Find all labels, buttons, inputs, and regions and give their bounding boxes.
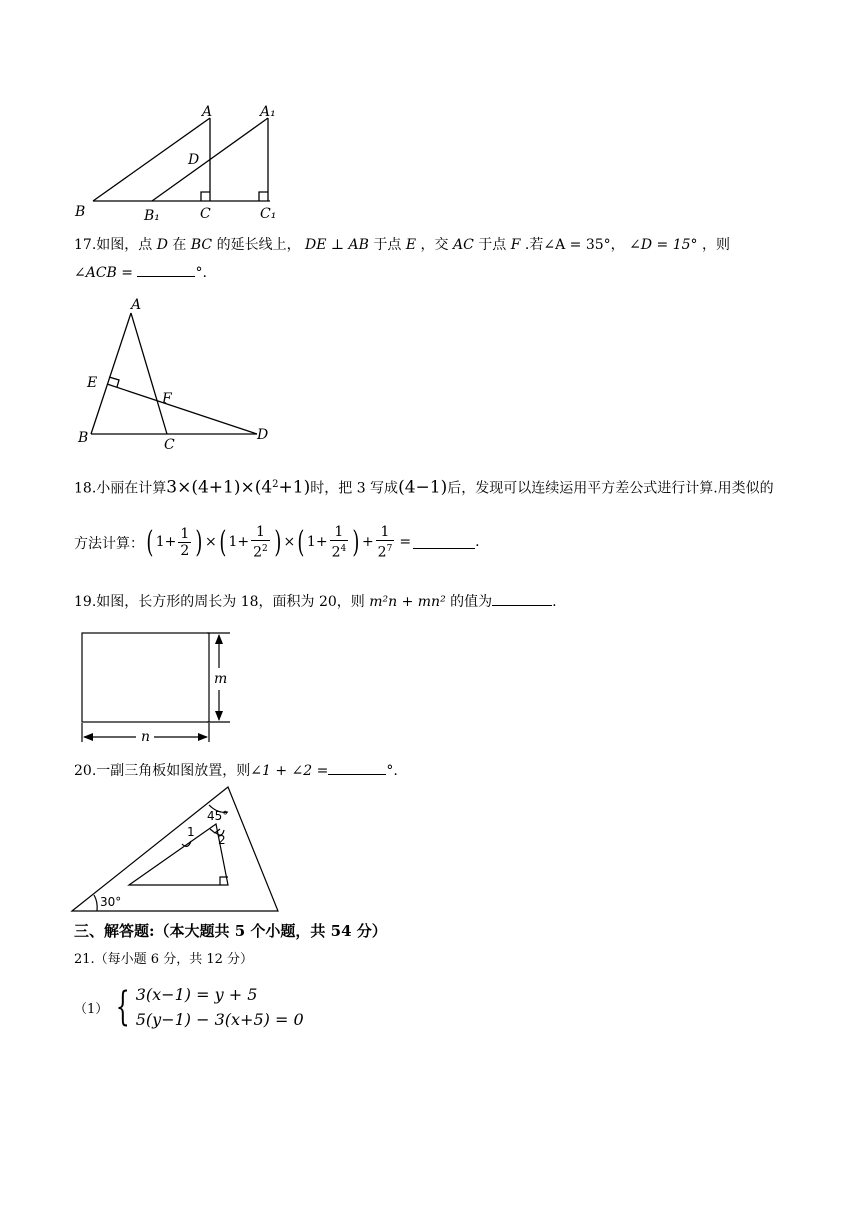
rectangle — [82, 633, 209, 722]
arrow-up-icon — [215, 634, 223, 644]
figure-q19 — [74, 630, 244, 750]
label-a: A — [202, 104, 213, 120]
answer-blank-q20 — [328, 761, 386, 775]
equation-2: 5(y−1) − 3(x+5) = 0 — [135, 1010, 304, 1029]
right-angle-c — [201, 192, 210, 201]
figure-q16 — [60, 100, 290, 225]
label-n: n — [141, 729, 151, 745]
segment-ab — [91, 313, 131, 434]
fraction-1-2-2: $\frac{1}{2^2}$ — [253, 523, 268, 561]
label-45: 45° — [207, 809, 229, 823]
q21-header: 21.（每小题 6 分，共 12 分） — [74, 952, 254, 967]
arrow-left-icon — [83, 733, 93, 741]
answer-blank-q17 — [137, 263, 195, 277]
figure-q17 — [74, 296, 284, 456]
label-m: m — [214, 671, 228, 687]
answer-blank-q18 — [413, 535, 475, 549]
label-d: D — [257, 427, 269, 443]
label-a1: A₁ — [260, 104, 276, 120]
label-f: F — [162, 391, 172, 407]
figure-q20 — [70, 784, 285, 914]
label-a: A — [131, 297, 142, 313]
q20-text: 20.一副三角板如图放置，则∠1 + ∠2 = °. — [74, 763, 398, 779]
q18-line2: 方法计算： ( 1+ $\frac{1}{2}$ ) × ( 1+ $\frac{1}{2^2}$ ) × ( 1+ $\frac{1}{2^4}$ ) + $\frac{1}{2^7}$ = . — [74, 523, 480, 561]
system-brace: { — [116, 984, 131, 1030]
q19-text: 19.如图，长方形的周长为 18，面积为 20，则 m²n + mn² 的值为 . — [74, 594, 557, 610]
fraction-1-2: $\frac{1}{2}$ — [180, 525, 190, 559]
label-b1: B₁ — [144, 208, 160, 224]
equation-1: 3(x−1) = y + 5 — [135, 985, 258, 1004]
label-e: E — [87, 375, 98, 391]
right-angle-c1 — [259, 192, 268, 201]
segment-ac — [131, 313, 167, 434]
section-heading: 三、解答题:（本大题共 5 个小题，共 54 分） — [74, 922, 387, 940]
segment-ed — [107, 384, 257, 434]
label-b: B — [78, 430, 89, 446]
label-1: 1 — [187, 825, 195, 839]
q17-line1: 17.如图，点 D 在 BC 的延长线上， DE ⊥ AB 于点 E ，交 AC 于点 F .若∠A = 35°， ∠D = 15° ，则 — [74, 237, 730, 253]
q17-line2: ∠ACB = °. — [74, 265, 207, 281]
arrow-down-icon — [215, 711, 223, 721]
arc-30 — [94, 895, 97, 911]
label-d: D — [188, 152, 200, 168]
triangle-30 — [72, 787, 278, 911]
label-b: B — [75, 204, 86, 220]
fraction-1-2-4: $\frac{1}{2^4}$ — [331, 523, 347, 561]
q18-line1: 18.小丽在计算$3\times(4+1)\times(4^2+1)$时，把 3 写成(4−1)后，发现可以连续运用平方差公式进行计算.用类似的 — [74, 477, 774, 498]
answer-blank-q19 — [492, 592, 552, 606]
label-c: C — [200, 206, 211, 222]
label-c1: C₁ — [260, 206, 277, 222]
q21-part1: （1） { 3(x−1) = y + 5 5(y−1) − 3(x+5) = 0 — [74, 984, 304, 1030]
arrow-right-icon — [198, 733, 208, 741]
label-30: 30° — [100, 895, 122, 909]
fraction-1-2-7: $\frac{1}{2^7}$ — [377, 523, 393, 561]
label-2: 2 — [218, 833, 226, 847]
label-c: C — [164, 437, 175, 453]
